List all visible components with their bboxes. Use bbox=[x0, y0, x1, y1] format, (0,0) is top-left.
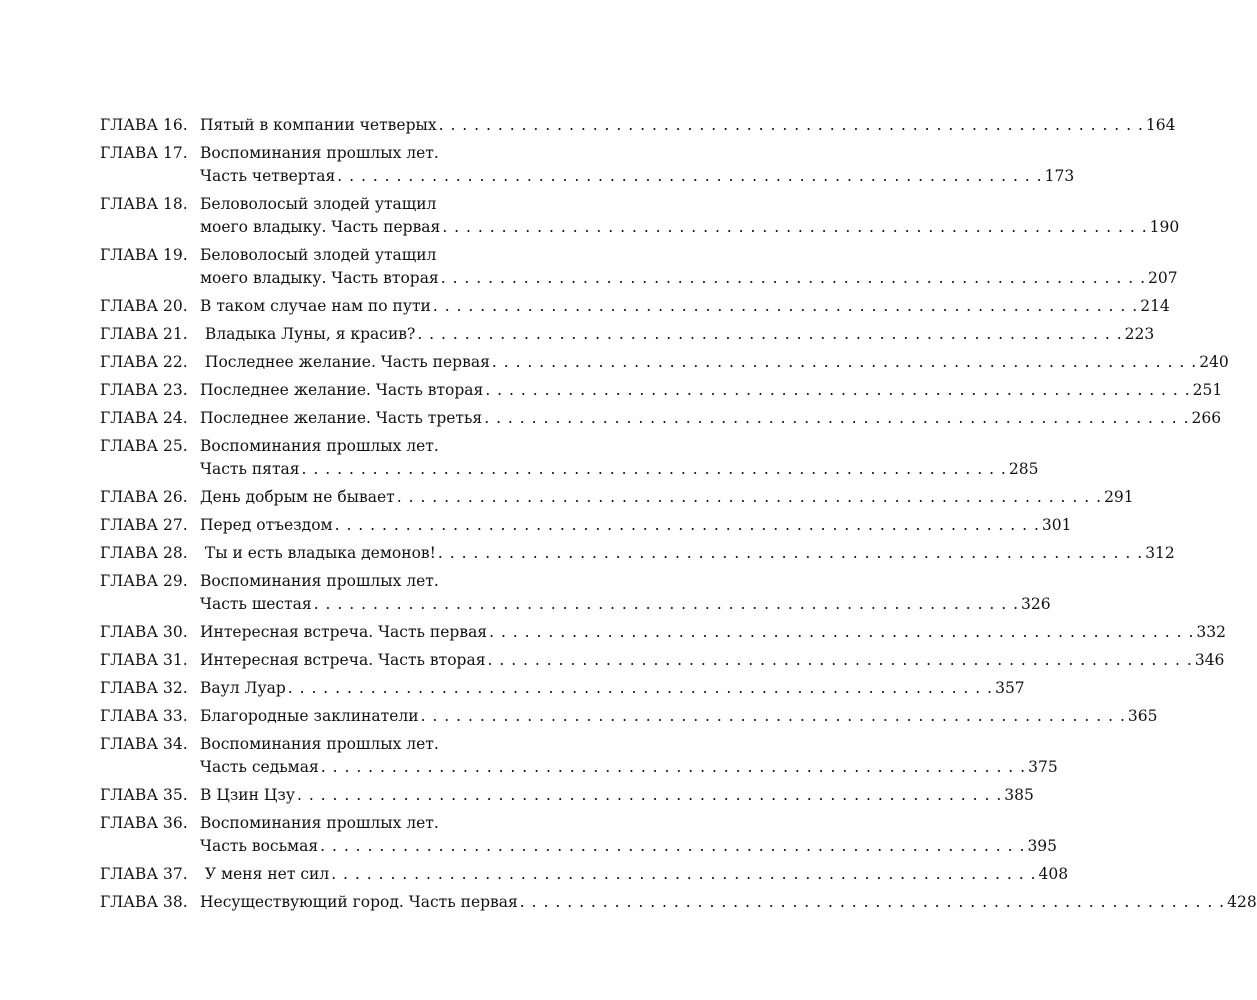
toc-entry bbox=[100, 351, 1229, 374]
chapter-title-block bbox=[200, 570, 1051, 616]
chapter-title-line bbox=[200, 733, 610, 756]
chapter-title-text: В Цзин Цзу bbox=[200, 786, 295, 804]
dot-leader: . . . . . . . . . . . . . . . . . . . . . . . . . . . . . . . . . . . . . . . . . . . . . . . . . . . . . . . . . . . . bbox=[438, 116, 1144, 134]
chapter-title-line bbox=[200, 621, 1227, 644]
toc-entry bbox=[100, 649, 1225, 672]
toc-entry bbox=[100, 114, 1176, 137]
dot-leader: . . . . . . . . . . . . . . . . . . . . . . . . . . . . . . . . . . . . . . . . . . . . . . . . . . . . . . . . . . . . bbox=[420, 707, 1126, 725]
toc-entry bbox=[100, 621, 1227, 644]
page-number: 357 bbox=[995, 679, 1025, 697]
toc-entry bbox=[100, 142, 1075, 188]
chapter-title-text: Воспоминания прошлых лет. bbox=[200, 572, 439, 590]
chapter-label: ГЛАВА 31. bbox=[100, 651, 188, 669]
chapter-title-text: Благородные заклинатели bbox=[200, 707, 419, 725]
dot-leader: . . . . . . . . . . . . . . . . . . . . . . . . . . . . . . . . . . . . . . . . . . . . . . . . . . . . . . . . . . . . bbox=[296, 786, 1003, 804]
dot-leader: . . . . . . . . . . . . . . . . . . . . . . . . . . . . . . . . . . . . . . . . . . . . . . . . . . . . . . . . . . . . bbox=[442, 218, 1148, 236]
chapter-title-text: Пятый в компании четверых bbox=[200, 116, 437, 134]
page-number: 190 bbox=[1149, 218, 1180, 236]
page-number: 332 bbox=[1196, 623, 1227, 641]
page-number: 223 bbox=[1124, 325, 1155, 343]
page-number: 164 bbox=[1145, 116, 1176, 134]
chapter-label: ГЛАВА 18. bbox=[100, 195, 188, 213]
chapter-title-line bbox=[200, 165, 1075, 188]
chapter-title-text: Воспоминания прошлых лет. bbox=[200, 735, 439, 753]
chapter-title-text: В таком случае нам по пути bbox=[200, 297, 431, 315]
chapter-label: ГЛАВА 22. bbox=[100, 353, 188, 371]
dot-leader: . . . . . . . . . . . . . . . . . . . . . . . . . . . . . . . . . . . . . . . . . . . . . . . . . . . . . . . . . . . . bbox=[396, 488, 1103, 506]
chapter-title-line bbox=[200, 835, 1058, 858]
dot-leader: . . . . . . . . . . . . . . . . . . . . . . . . . . . . . . . . . . . . . . . . . . . . . . . . . . . . . . . . . . . . bbox=[334, 516, 1040, 534]
chapter-title-block bbox=[200, 193, 1180, 239]
page-number: 207 bbox=[1148, 269, 1178, 287]
chapter-label: ГЛАВА 30. bbox=[100, 623, 188, 641]
chapter-title-line bbox=[200, 458, 1039, 481]
toc-entry bbox=[100, 407, 1222, 430]
chapter-title-text: Последнее желание. Часть первая bbox=[200, 353, 490, 371]
chapter-title-text: Ваул Луар bbox=[200, 679, 286, 697]
chapter-title-block bbox=[200, 435, 1039, 481]
dot-leader: . . . . . . . . . . . . . . . . . . . . . . . . . . . . . . . . . . . . . . . . . . . . . . . . . . . . . . . . . . . . bbox=[487, 651, 1193, 669]
chapter-title-line bbox=[200, 295, 1170, 318]
chapter-title-text: Воспоминания прошлых лет. bbox=[200, 814, 439, 832]
chapter-label: ГЛАВА 27. bbox=[100, 516, 188, 534]
toc-entry bbox=[100, 863, 1069, 886]
chapter-title-text: Последнее желание. Часть третья bbox=[200, 409, 483, 427]
dot-leader: . . . . . . . . . . . . . . . . . . . . . . . . . . . . . . . . . . . . . . . . . . . . . . . . . . . . . . . . . . . . bbox=[417, 325, 1123, 343]
page-number: 375 bbox=[1028, 758, 1058, 776]
page-number: 346 bbox=[1194, 651, 1225, 669]
chapter-title-text: Часть седьмая bbox=[200, 758, 319, 776]
page-number: 428 bbox=[1227, 893, 1257, 911]
chapter-title-text: Интересная встреча. Часть первая bbox=[200, 623, 488, 641]
page-number: 214 bbox=[1140, 297, 1170, 315]
chapter-title-line bbox=[200, 379, 1223, 402]
page-number: 266 bbox=[1191, 409, 1222, 427]
chapter-title-line bbox=[200, 407, 1222, 430]
chapter-title-text: Перед отъездом bbox=[200, 516, 333, 534]
page-number: 408 bbox=[1038, 865, 1069, 883]
chapter-title-block bbox=[200, 323, 1155, 346]
chapter-title-block bbox=[200, 621, 1227, 644]
toc-entry bbox=[100, 435, 1039, 481]
chapter-label: ГЛАВА 38. bbox=[100, 893, 188, 911]
chapter-title-text: Беловолосый злодей утащил bbox=[200, 195, 437, 213]
chapter-title-text: Беловолосый злодей утащил bbox=[200, 246, 437, 264]
chapter-title-text: Несуществующий город. Часть первая bbox=[200, 893, 518, 911]
chapter-title-block bbox=[200, 863, 1069, 886]
chapter-title-block bbox=[200, 486, 1134, 509]
toc-entry bbox=[100, 514, 1072, 537]
chapter-title-line bbox=[200, 514, 1072, 537]
dot-leader: . . . . . . . . . . . . . . . . . . . . . . . . . . . . . . . . . . . . . . . . . . . . . . . . . . . . . . . . . . . . bbox=[519, 893, 1226, 911]
chapter-title-line bbox=[200, 323, 1155, 346]
chapter-title-block bbox=[200, 733, 1058, 779]
toc-entry bbox=[100, 379, 1223, 402]
chapter-title-line bbox=[200, 244, 610, 267]
toc-entry bbox=[100, 733, 1058, 779]
dot-leader: . . . . . . . . . . . . . . . . . . . . . . . . . . . . . . . . . . . . . . . . . . . . . . . . . . . . . . . . . . . . bbox=[313, 595, 1020, 613]
dot-leader: . . . . . . . . . . . . . . . . . . . . . . . . . . . . . . . . . . . . . . . . . . . . . . . . . . . . . . . . . . . . bbox=[301, 460, 1007, 478]
dot-leader: . . . . . . . . . . . . . . . . . . . . . . . . . . . . . . . . . . . . . . . . . . . . . . . . . . . . . . . . . . . . bbox=[337, 167, 1043, 185]
chapter-label: ГЛАВА 25. bbox=[100, 437, 188, 455]
toc-entry bbox=[100, 295, 1170, 318]
chapter-title-text: Интересная встреча. Часть вторая bbox=[200, 651, 486, 669]
toc-entry bbox=[100, 542, 1175, 565]
chapter-title-line bbox=[200, 812, 610, 835]
chapter-label: ГЛАВА 20. bbox=[100, 297, 188, 315]
chapter-title-line bbox=[200, 649, 1225, 672]
chapter-title-block bbox=[200, 295, 1170, 318]
chapter-title-block bbox=[200, 407, 1222, 430]
dot-leader: . . . . . . . . . . . . . . . . . . . . . . . . . . . . . . . . . . . . . . . . . . . . . . . . . . . . . . . . . . . . bbox=[432, 297, 1139, 315]
chapter-label: ГЛАВА 23. bbox=[100, 381, 188, 399]
chapter-title-block bbox=[200, 891, 1257, 914]
chapter-title-text: моего владыку. Часть вторая bbox=[200, 269, 439, 287]
chapter-title-text: День добрым не бывает bbox=[200, 488, 395, 506]
chapter-title-line bbox=[200, 891, 1257, 914]
chapter-title-line bbox=[200, 705, 1158, 728]
table-of-contents bbox=[100, 114, 1257, 919]
toc-entry bbox=[100, 193, 1180, 239]
toc-entry bbox=[100, 705, 1158, 728]
dot-leader: . . . . . . . . . . . . . . . . . . . . . . . . . . . . . . . . . . . . . . . . . . . . . . . . . . . . . . . . . . . . bbox=[491, 353, 1198, 371]
toc-entry bbox=[100, 784, 1034, 807]
toc-entry bbox=[100, 677, 1025, 700]
page-number: 365 bbox=[1127, 707, 1158, 725]
toc-entry bbox=[100, 891, 1257, 914]
chapter-title-text: Ты и есть владыка демонов! bbox=[200, 544, 436, 562]
dot-leader: . . . . . . . . . . . . . . . . . . . . . . . . . . . . . . . . . . . . . . . . . . . . . . . . . . . . . . . . . . . . bbox=[485, 381, 1191, 399]
chapter-label: ГЛАВА 32. bbox=[100, 679, 188, 697]
chapter-title-block bbox=[200, 379, 1223, 402]
toc-entry bbox=[100, 570, 1051, 616]
chapter-label: ГЛАВА 28. bbox=[100, 544, 188, 562]
page-number: 240 bbox=[1199, 353, 1229, 371]
dot-leader: . . . . . . . . . . . . . . . . . . . . . . . . . . . . . . . . . . . . . . . . . . . . . . . . . . . . . . . . . . . . bbox=[484, 409, 1190, 427]
page-number: 326 bbox=[1021, 595, 1051, 613]
chapter-title-line bbox=[200, 756, 1058, 779]
chapter-label: ГЛАВА 37. bbox=[100, 865, 188, 883]
chapter-title-line bbox=[200, 216, 1180, 239]
chapter-label: ГЛАВА 21. bbox=[100, 325, 188, 343]
chapter-label: ГЛАВА 24. bbox=[100, 409, 188, 427]
dot-leader: . . . . . . . . . . . . . . . . . . . . . . . . . . . . . . . . . . . . . . . . . . . . . . . . . . . . . . . . . . . . bbox=[331, 865, 1037, 883]
chapter-title-line bbox=[200, 542, 1175, 565]
chapter-title-line bbox=[200, 677, 1025, 700]
chapter-title-line bbox=[200, 267, 1178, 290]
chapter-label: ГЛАВА 34. bbox=[100, 735, 188, 753]
page-number: 395 bbox=[1027, 837, 1058, 855]
page-number: 291 bbox=[1104, 488, 1134, 506]
chapter-label: ГЛАВА 36. bbox=[100, 814, 188, 832]
page-number: 301 bbox=[1041, 516, 1072, 534]
chapter-title-line bbox=[200, 784, 1034, 807]
page-number: 173 bbox=[1044, 167, 1075, 185]
chapter-title-line bbox=[200, 351, 1229, 374]
dot-leader: . . . . . . . . . . . . . . . . . . . . . . . . . . . . . . . . . . . . . . . . . . . . . . . . . . . . . . . . . . . . bbox=[489, 623, 1195, 641]
dot-leader: . . . . . . . . . . . . . . . . . . . . . . . . . . . . . . . . . . . . . . . . . . . . . . . . . . . . . . . . . . . . bbox=[320, 837, 1026, 855]
chapter-title-block bbox=[200, 244, 1178, 290]
chapter-title-line bbox=[200, 863, 1069, 886]
toc-entry bbox=[100, 244, 1178, 290]
chapter-title-line bbox=[200, 486, 1134, 509]
chapter-label: ГЛАВА 19. bbox=[100, 246, 188, 264]
chapter-title-block bbox=[200, 514, 1072, 537]
dot-leader: . . . . . . . . . . . . . . . . . . . . . . . . . . . . . . . . . . . . . . . . . . . . . . . . . . . . . . . . . . . . bbox=[440, 269, 1147, 287]
chapter-label: ГЛАВА 17. bbox=[100, 144, 188, 162]
chapter-label: ГЛАВА 16. bbox=[100, 116, 188, 134]
chapter-title-text: Часть пятая bbox=[200, 460, 300, 478]
chapter-title-line bbox=[200, 114, 1176, 137]
chapter-title-block bbox=[200, 649, 1225, 672]
dot-leader: . . . . . . . . . . . . . . . . . . . . . . . . . . . . . . . . . . . . . . . . . . . . . . . . . . . . . . . . . . . . bbox=[320, 758, 1027, 776]
page-number: 285 bbox=[1008, 460, 1039, 478]
chapter-title-line bbox=[200, 570, 610, 593]
chapter-label: ГЛАВА 33. bbox=[100, 707, 188, 725]
chapter-title-block bbox=[200, 677, 1025, 700]
chapter-label: ГЛАВА 29. bbox=[100, 572, 188, 590]
toc-entry bbox=[100, 812, 1058, 858]
chapter-title-line bbox=[200, 193, 610, 216]
chapter-title-text: Владыка Луны, я красив? bbox=[200, 325, 416, 343]
chapter-title-block bbox=[200, 542, 1175, 565]
chapter-title-text: Воспоминания прошлых лет. bbox=[200, 437, 439, 455]
chapter-title-text: У меня нет сил bbox=[200, 865, 330, 883]
chapter-title-block bbox=[200, 784, 1034, 807]
chapter-title-text: Часть восьмая bbox=[200, 837, 319, 855]
chapter-title-block bbox=[200, 114, 1176, 137]
chapter-title-block bbox=[200, 351, 1229, 374]
page-number: 385 bbox=[1004, 786, 1034, 804]
chapter-title-block bbox=[200, 705, 1158, 728]
toc-entry bbox=[100, 486, 1134, 509]
page-number: 312 bbox=[1145, 544, 1175, 562]
toc-entry bbox=[100, 323, 1155, 346]
page-number: 251 bbox=[1192, 381, 1223, 399]
dot-leader: . . . . . . . . . . . . . . . . . . . . . . . . . . . . . . . . . . . . . . . . . . . . . . . . . . . . . . . . . . . . bbox=[437, 544, 1144, 562]
chapter-title-line bbox=[200, 435, 610, 458]
chapter-label: ГЛАВА 26. bbox=[100, 488, 188, 506]
chapter-title-line bbox=[200, 593, 1051, 616]
chapter-title-text: Последнее желание. Часть вторая bbox=[200, 381, 484, 399]
chapter-label: ГЛАВА 35. bbox=[100, 786, 188, 804]
chapter-title-text: моего владыку. Часть первая bbox=[200, 218, 441, 236]
chapter-title-line bbox=[200, 142, 610, 165]
chapter-title-text: Часть четвертая bbox=[200, 167, 336, 185]
dot-leader: . . . . . . . . . . . . . . . . . . . . . . . . . . . . . . . . . . . . . . . . . . . . . . . . . . . . . . . . . . . . bbox=[287, 679, 994, 697]
chapter-title-text: Часть шестая bbox=[200, 595, 312, 613]
chapter-title-block bbox=[200, 812, 1058, 858]
chapter-title-text: Воспоминания прошлых лет. bbox=[200, 144, 439, 162]
chapter-title-block bbox=[200, 142, 1075, 188]
